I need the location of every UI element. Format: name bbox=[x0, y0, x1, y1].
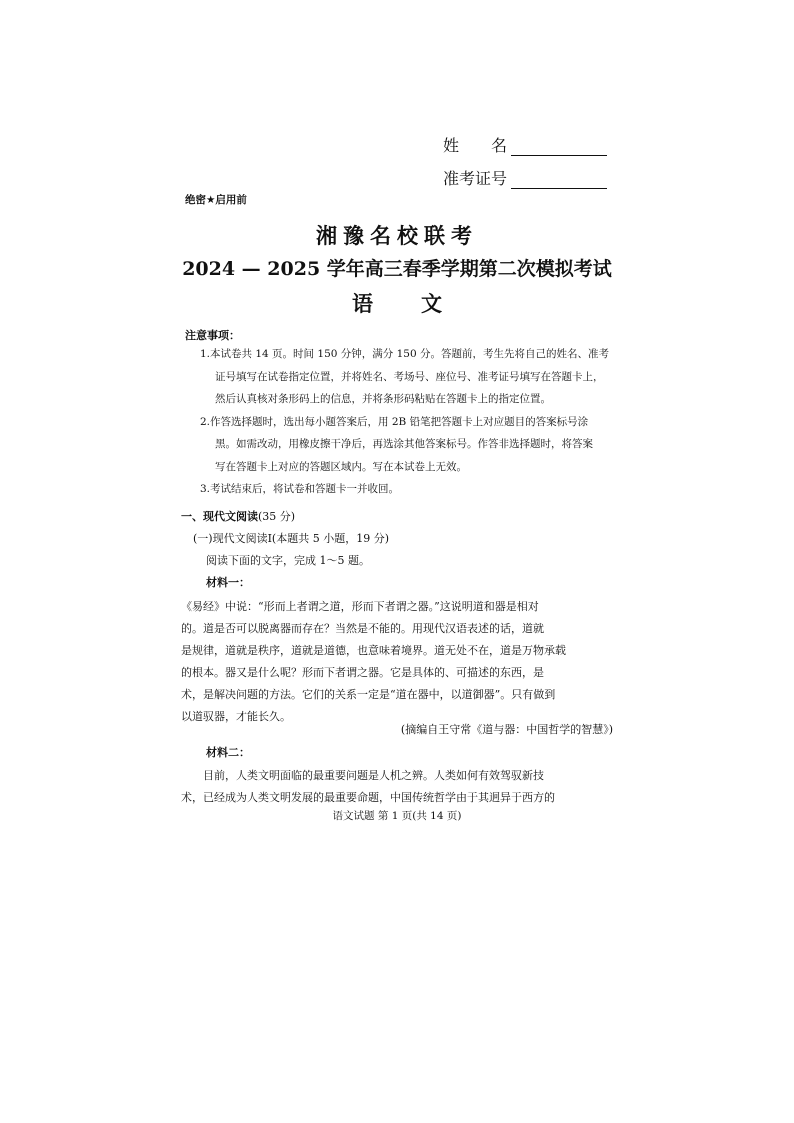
section-heading bbox=[181, 508, 295, 524]
material-1-source: (摘编自王守常《道与器：中国哲学的智慧》) bbox=[400, 723, 613, 736]
exam-org-title: 湘豫名校联考 bbox=[316, 223, 478, 248]
material-2-label: 材料二： bbox=[206, 746, 250, 759]
material-2-line: 术，已经成为人类文明发展的最重要命题，中国传统哲学由于其迥异于西方的 bbox=[181, 791, 555, 804]
ticket-number-blank bbox=[511, 174, 607, 189]
name-field bbox=[443, 133, 607, 156]
notice-item-1-line-1: 1.本试卷共 14 页。时间 150 分钟，满分 150 分。答题前，考生先将自己的姓名、准考 bbox=[200, 348, 609, 360]
material-1-line: 以道驭器，才能长久。 bbox=[181, 710, 291, 723]
material-1-label: 材料一： bbox=[206, 576, 250, 589]
ticket-number-label: 准考证号 bbox=[443, 169, 508, 188]
notice-item-2 bbox=[200, 411, 620, 479]
notice-item-1-line-2: 证号填写在试卷指定位置，并将姓名、考场号、座位号、准考证号填写在答题卡上， bbox=[215, 370, 604, 383]
confidential-label: 绝密★启用前 bbox=[185, 194, 247, 206]
subject-title: 语文 bbox=[352, 291, 490, 316]
notice-list bbox=[200, 343, 620, 501]
name-label: 姓 名 bbox=[443, 136, 508, 155]
material-2-line: 目前，人类文明面临的最重要问题是人机之辨。人类如何有效驾驭新技 bbox=[203, 769, 544, 782]
section-heading-text: 一、现代文阅读 bbox=[181, 510, 258, 523]
name-blank bbox=[511, 141, 607, 156]
notice-heading: 注意事项： bbox=[185, 329, 240, 342]
section-heading-score: (35 分) bbox=[258, 510, 296, 523]
notice-item-3 bbox=[200, 478, 620, 501]
material-1-line: 是规律，道就是秩序，道就是道德，也意味着境界。道无处不在，道是万物承载 bbox=[181, 644, 566, 657]
subsection-heading: (一)现代文阅读Ⅰ(本题共 5 小题，19 分) bbox=[193, 532, 389, 545]
exam-title: 2024 — 2025 学年高三春季学期第二次模拟考试 bbox=[182, 258, 612, 280]
notice-item-1-line-3: 然后认真核对条形码上的信息，并将条形码粘贴在答题卡上的指定位置。 bbox=[215, 393, 551, 405]
notice-item-2-line-2: 黑。如需改动，用橡皮擦干净后，再选涂其他答案标号。作答非选择题时，将答案 bbox=[215, 438, 593, 450]
ticket-number-field bbox=[443, 166, 607, 189]
material-1-line: 的。道是否可以脱离器而存在？当然是不能的。用现代汉语表述的话，道就 bbox=[181, 622, 544, 635]
reading-instruction: 阅读下面的文字，完成 1～5 题。 bbox=[206, 554, 370, 567]
notice-item-3-line-1: 3.考试结束后，将试卷和答题卡一并收回。 bbox=[200, 483, 400, 495]
material-1-line: 术，是解决问题的方法。它们的关系一定是“道在器中，以道御器”。只有做到 bbox=[181, 688, 556, 701]
page-footer: 语文试题 第 1 页(共 14 页) bbox=[332, 810, 462, 822]
notice-item-1 bbox=[200, 343, 620, 411]
material-2-text bbox=[181, 765, 613, 809]
material-1-line: 《易经》中说：“形而上者谓之道，形而下者谓之器。”这说明道和器是相对 bbox=[181, 600, 539, 613]
notice-item-2-line-3: 写在答题卡上对应的答题区域内。写在本试卷上无效。 bbox=[215, 460, 467, 473]
material-1-text bbox=[181, 596, 613, 728]
notice-item-2-line-1: 2.作答选择题时，选出每小题答案后，用 2B 铅笔把答题卡上对应题目的答案标号涂 bbox=[200, 415, 589, 428]
material-1-line: 的根本。器又是什么呢？形而下者谓之器。它是具体的、可描述的东西，是 bbox=[181, 666, 544, 679]
